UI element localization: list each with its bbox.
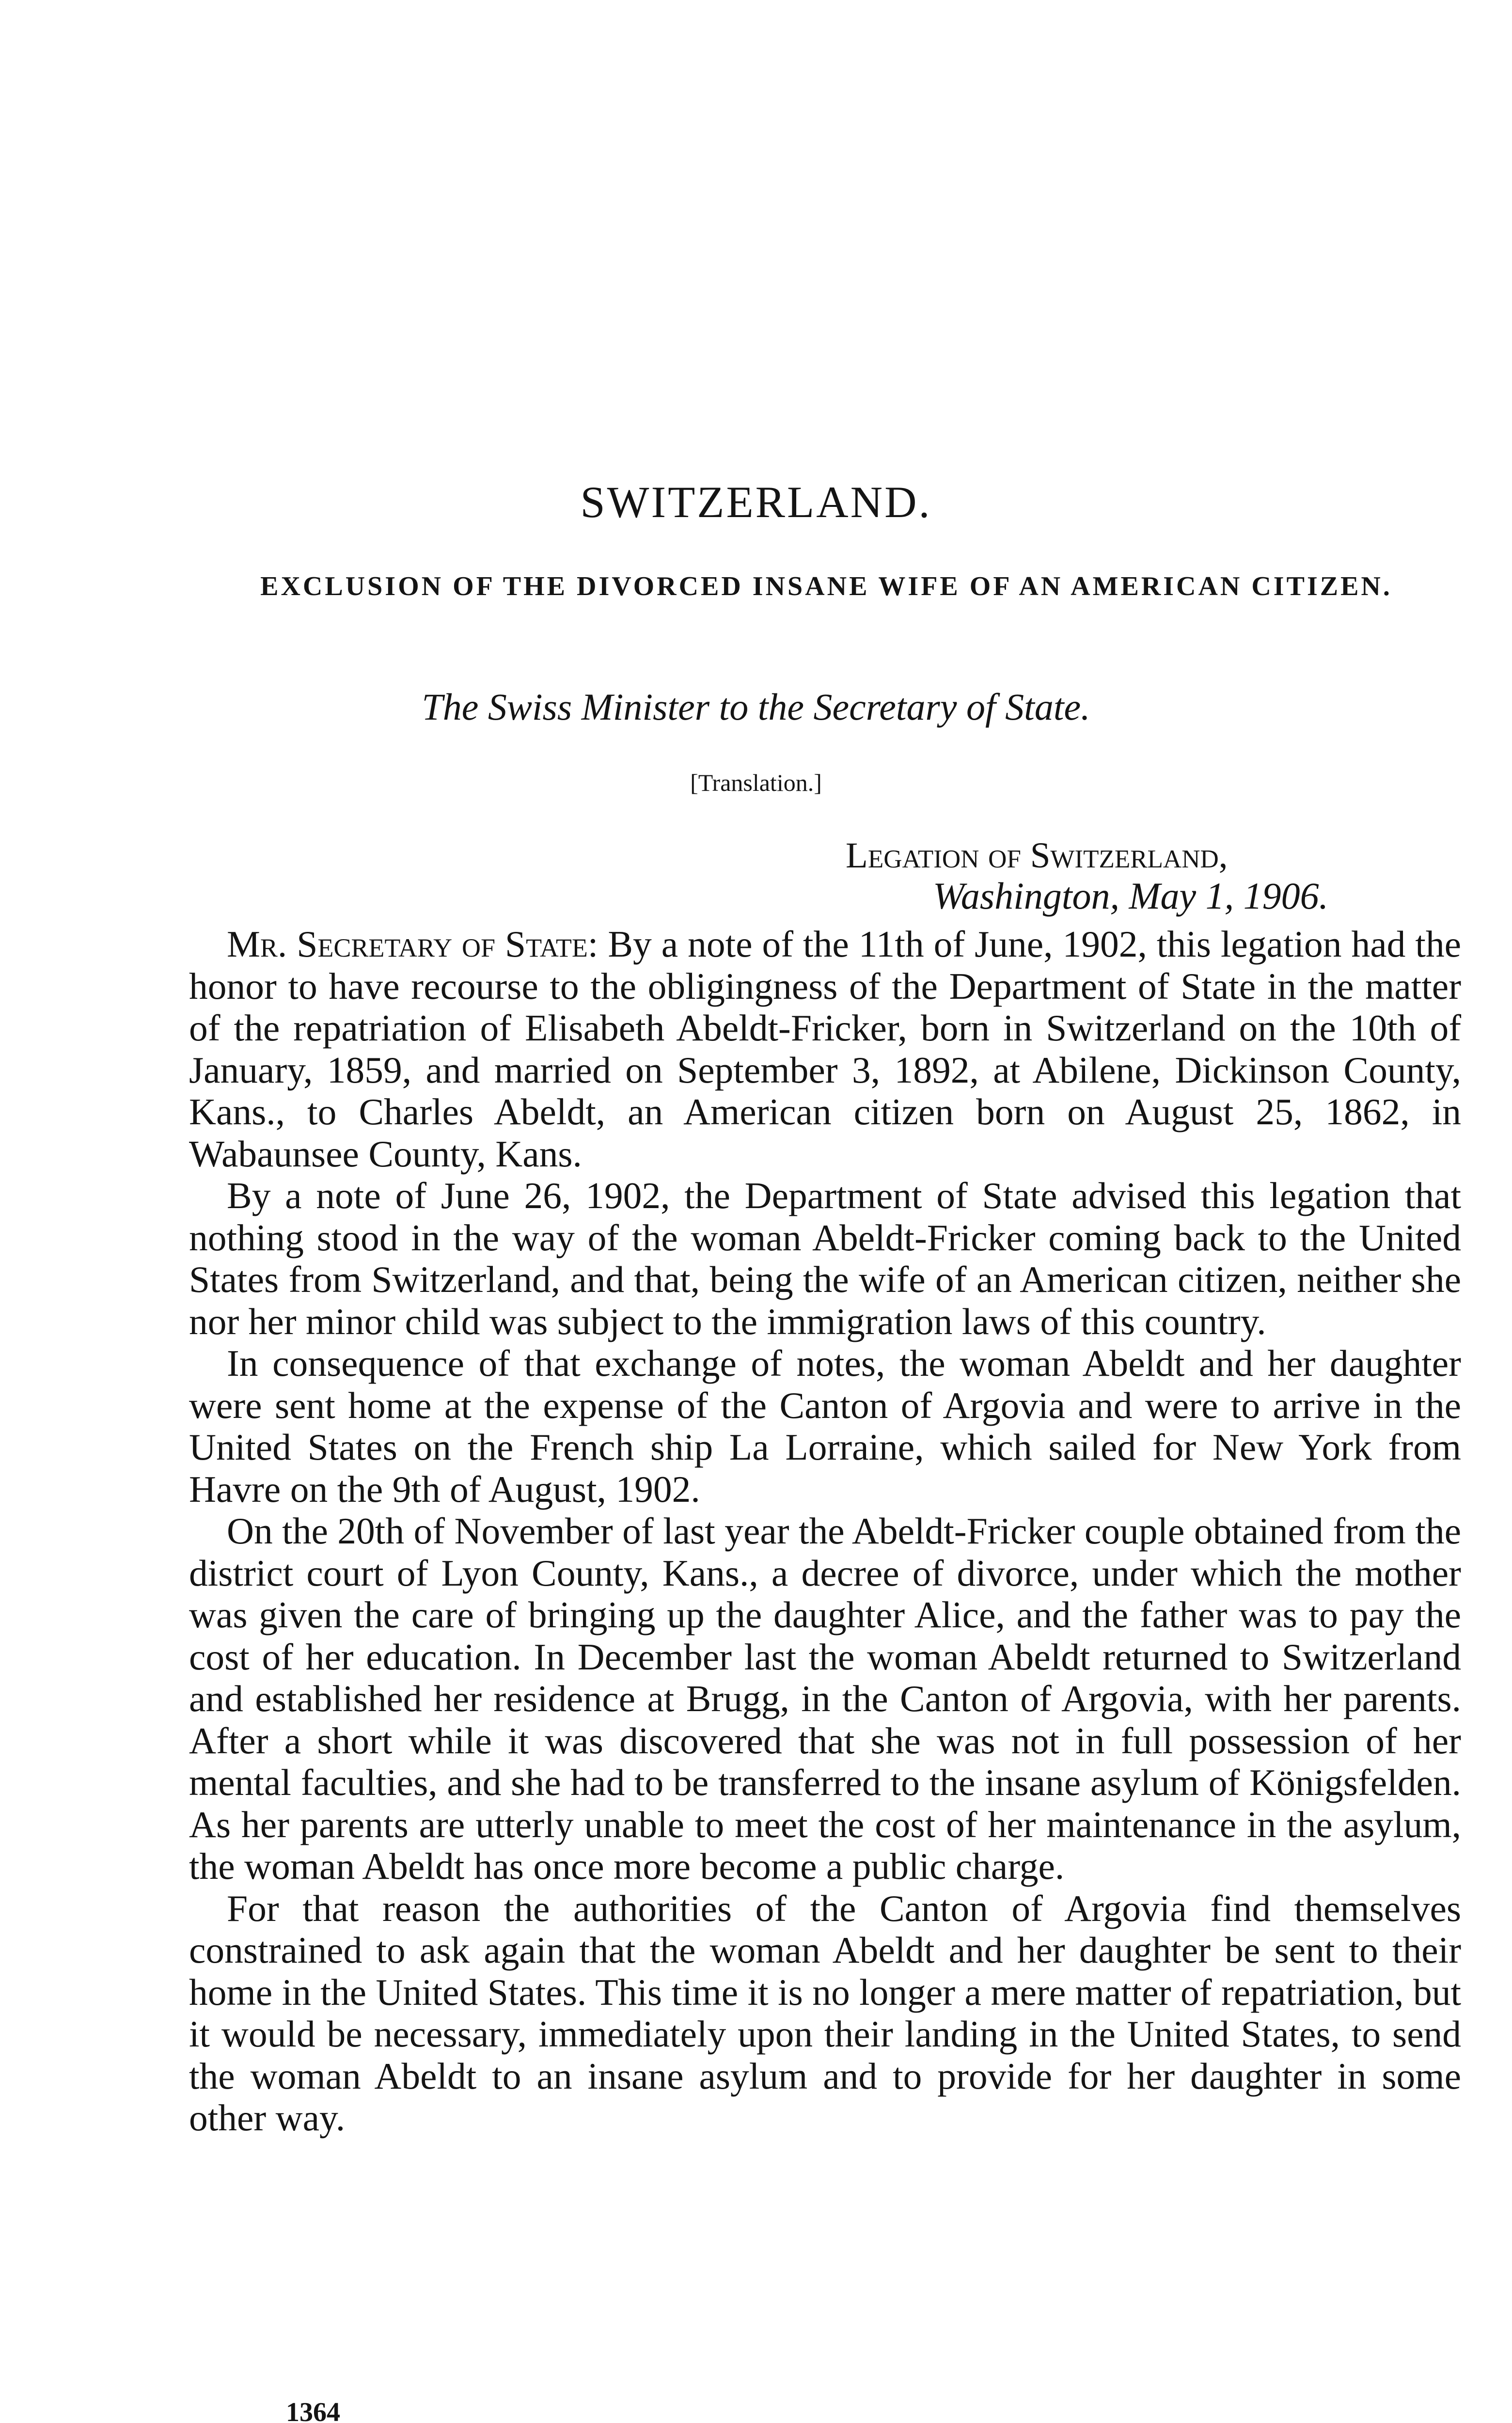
paragraph: For that reason the authorities of the Canton of Argovia find themselves constrained to ask again that the woman Abeldt and her daughter be sent to their home in the United States. This time it is no longer a mere matter of repatriation, but it would be necessary, immediately upon their landing in the United States, to send the woman Abeldt to an insane asylum and to provide for her daughter in some other way. <box>189 1887 1461 2139</box>
paragraph: On the 20th of November of last year the Abeldt-Fricker couple obtained from the district court of Lyon County, Kans., a decree of divorce, under which the mother was given the care of bringing up the daughter Alice, and the father was to pay the cost of her education. In December last the woman Abeldt returned to Switzerland and established her residence at Brugg, in the Canton of Argovia, with her parents. After a short while it was discovered that she was not in full possession of her mental faculties, and she had to be transferred to the insane asylum of Königsfelden. As her parents are utterly unable to meet the cost of her maintenance in the asylum, the woman Abeldt has once more become a public charge. <box>189 1510 1461 1887</box>
paragraph: By a note of June 26, 1902, the Department of State advised this legation that nothing stood in the way of the woman Abeldt-Fricker coming back to the United States from Switzerland, and that, being the wife of an American citizen, neither she nor her minor child was subject to the immigration laws of this country. <box>189 1175 1461 1342</box>
dateline: Washington, May 1, 1906. <box>933 875 1329 917</box>
paragraph: In consequence of that exchange of notes, the woman Abeldt and her daughter were sent home at the expense of the Canton of Argovia and were to arrive in the United States on the French ship La Lorraine, which sailed for New York from Havre on the 9th of August, 1902. <box>189 1342 1461 1510</box>
subject-heading: EXCLUSION OF THE DIVORCED INSANE WIFE OF AN AMERICAN CITIZEN. <box>260 571 1392 601</box>
country-heading: SWITZERLAND. <box>580 477 932 527</box>
sender-line: Legation of Switzerland, <box>846 835 1228 876</box>
translation-note: [Translation.] <box>690 769 822 796</box>
letter-body <box>189 923 1461 2139</box>
page-number: 1364 <box>286 2397 340 2423</box>
paragraph-text: By a note of the 11th of June, 1902, this legation had the honor to have recourse to the obligingness of the Department of State in the matter of the repatriation of Elisabeth Abeldt-Fricker, born in Switzerland on the 10th of January, 1859, and married on September 3, 1892, at Abilene, Dickinson County, Kans., to Charles Abeldt, an American citizen born on August 25, 1862, in Wabaunsee County, Kans. <box>189 923 1461 1175</box>
paragraph <box>189 923 1461 1175</box>
document-heading: The Swiss Minister to the Secretary of State. <box>422 686 1090 728</box>
salutation: Mr. Secretary of State: <box>227 923 598 965</box>
